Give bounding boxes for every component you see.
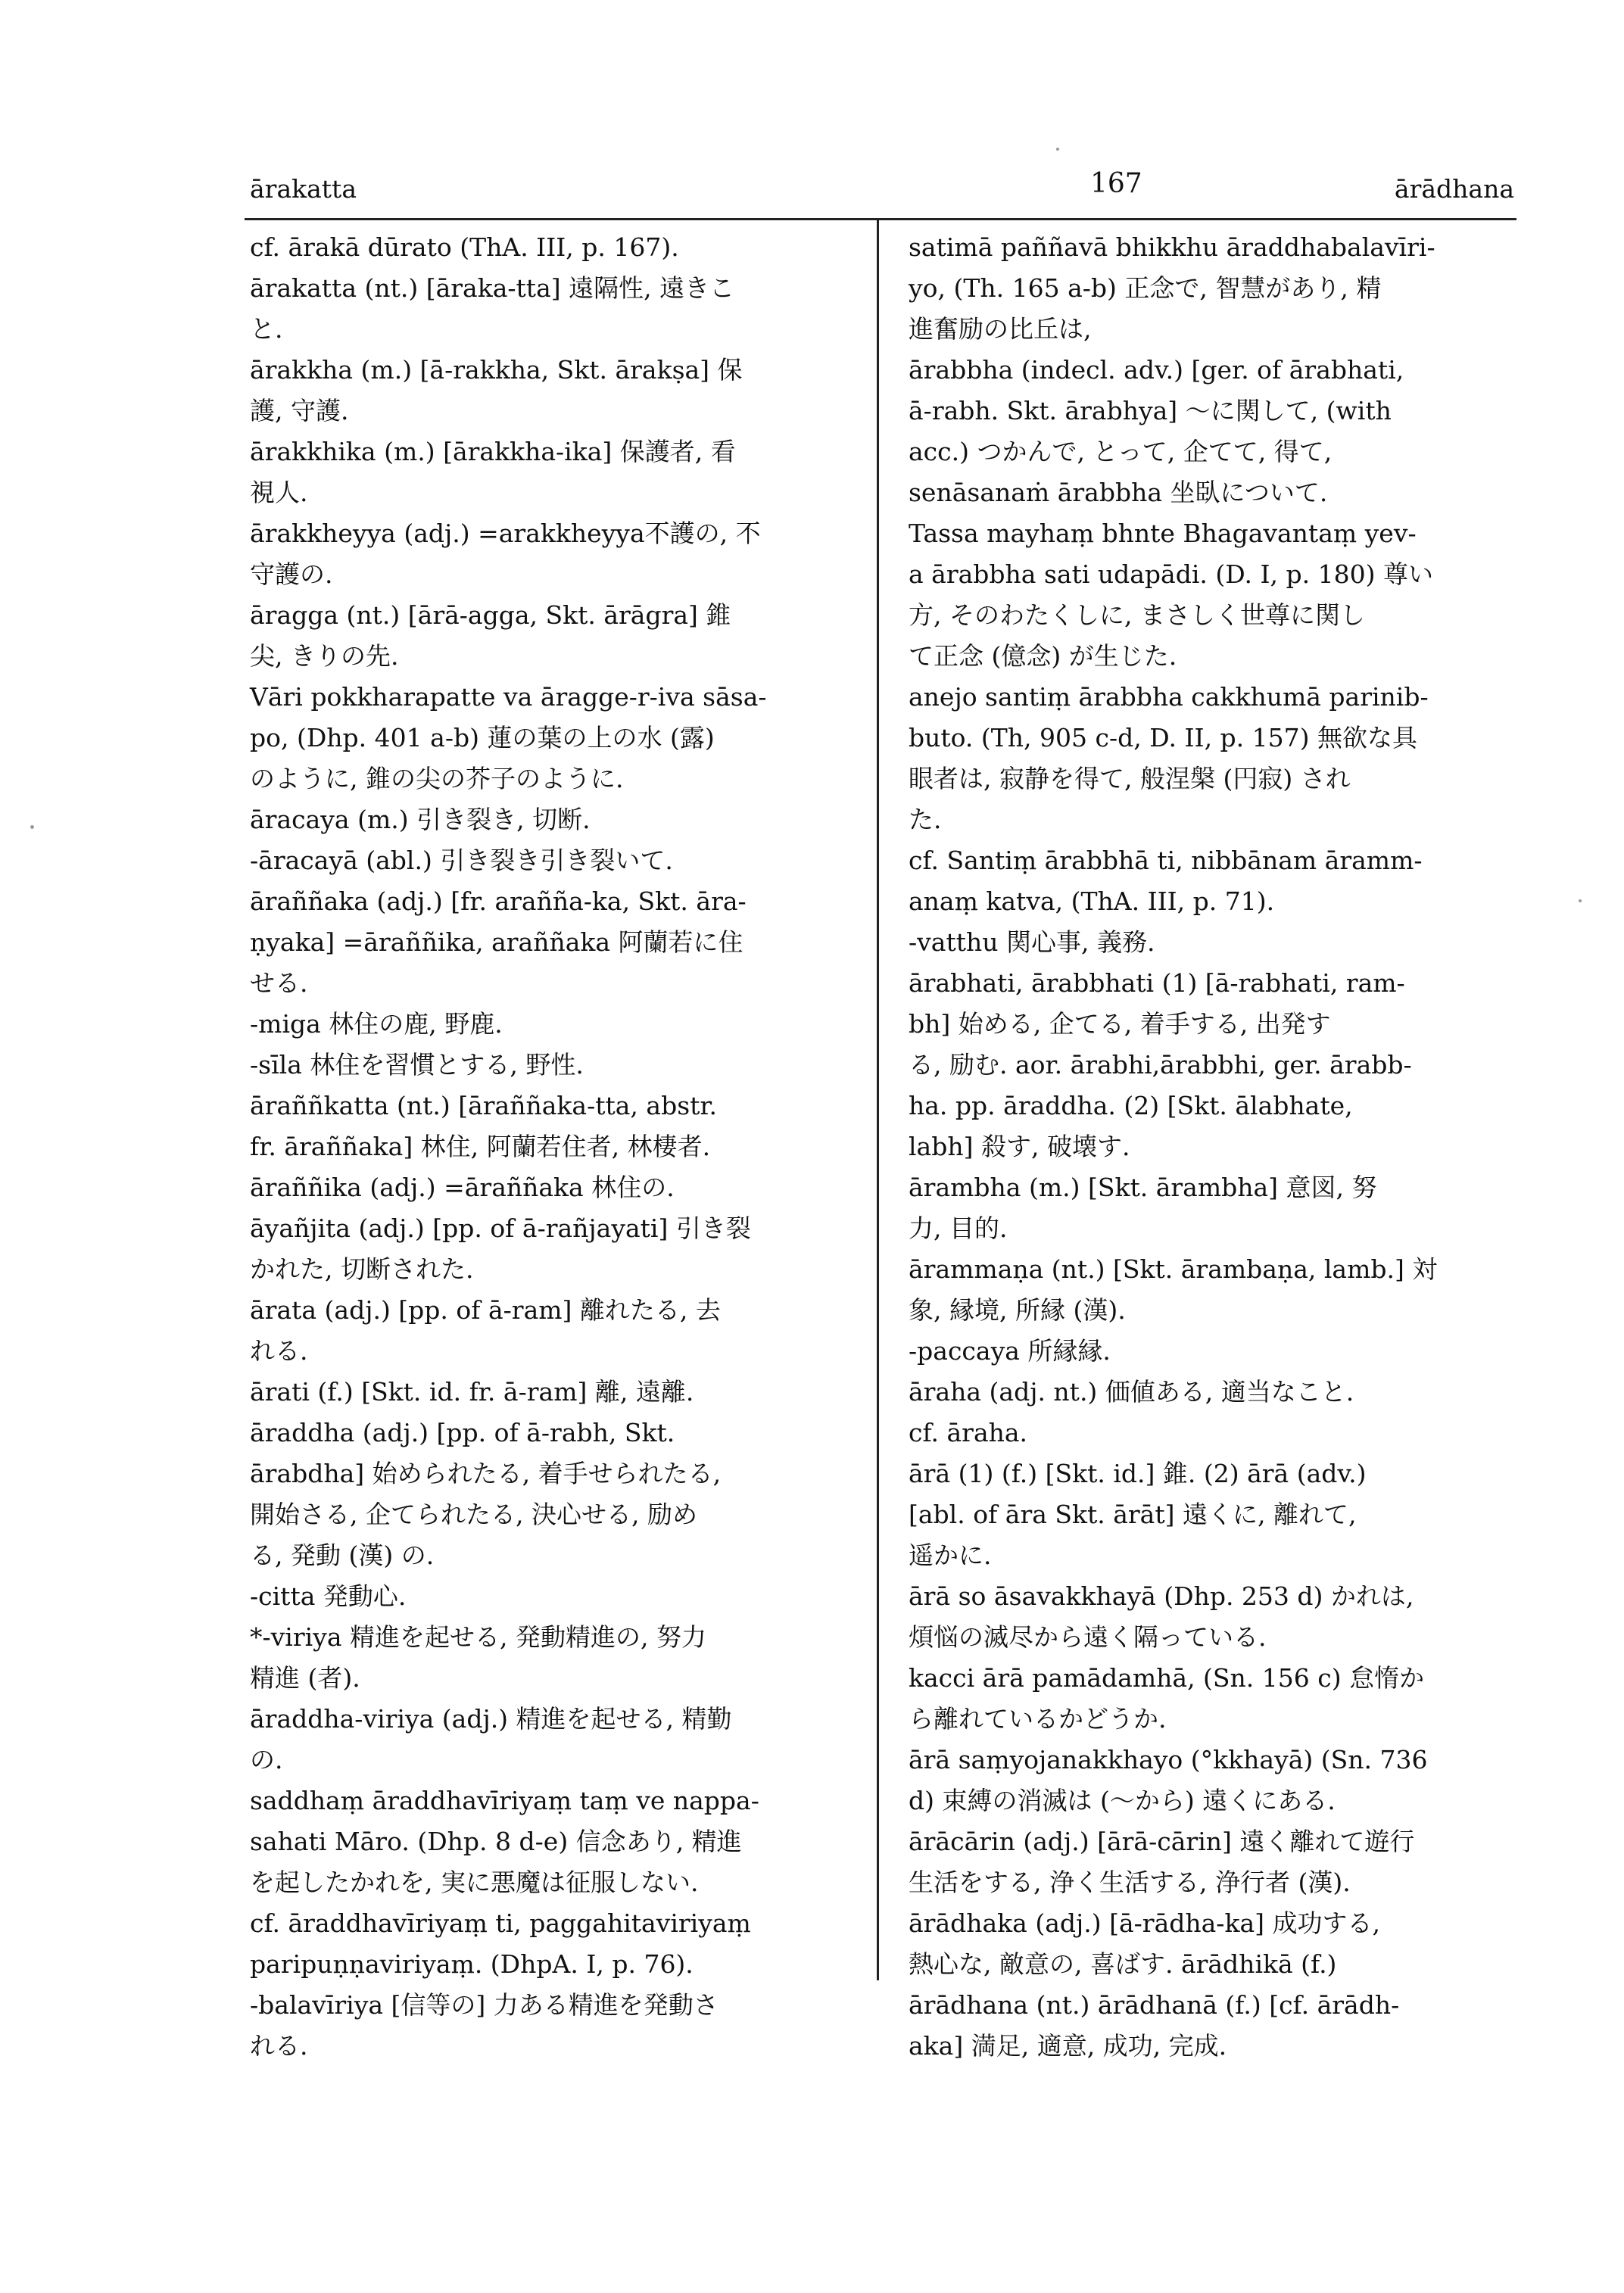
left-column-line: cf. ārakā dūrato (ThA. III, p. 167).: [250, 232, 679, 262]
right-column-line: 進奮励の比丘は,: [909, 314, 1092, 344]
right-column-line: d) 束縛の消滅は (～から) 遠くにある.: [909, 1786, 1336, 1815]
left-column-line: -miga 林住の鹿, 野鹿.: [250, 1009, 503, 1039]
right-column-line: ha. pp. āraddha. (2) [Skt. ālabhate,: [909, 1091, 1353, 1120]
right-column-line: buto. (Th, 905 c-d, D. II, p. 157) 無欲な具: [909, 723, 1418, 752]
left-column-line: ārakatta (nt.) [āraka-tta] 遠隔性, 遠きこ: [250, 273, 735, 303]
right-column-line: ら離れているかどうか.: [909, 1704, 1167, 1734]
left-column-line: -āracayā (abl.) 引き裂き引き裂いて.: [250, 846, 673, 875]
header-right-guide-word: ārādhana: [1394, 174, 1514, 204]
left-column-line: 守護の.: [250, 559, 333, 589]
left-column-line: āracaya (m.) 引き裂き, 切断.: [250, 805, 591, 834]
left-column-line: cf. āraddhavīriyaṃ ti, paggahitaviriyaṃ: [250, 1908, 751, 1938]
right-column-line: ārādhana (nt.) ārādhanā (f.) [cf. ārādh-: [909, 1990, 1400, 2020]
right-column-line: senāsanaṁ ārabbha 坐臥について.: [909, 478, 1328, 507]
left-column-line: 開始さる, 企てられたる, 決心せる, 励め: [250, 1500, 697, 1529]
left-column-line: Vāri pokkharapatte va āragge-r-iva sāsa-: [250, 682, 767, 712]
right-column-line: cf. āraha.: [909, 1418, 1028, 1447]
right-column: [909, 227, 1522, 2067]
left-column-line: を起したかれを, 実に悪魔は征服しない.: [250, 1868, 699, 1897]
left-column-line: ārakkha (m.) [ā-rakkha, Skt. ārakṣa] 保: [250, 355, 743, 385]
left-column-line: 視人.: [250, 478, 308, 507]
scan-speck: [1056, 148, 1059, 151]
left-column-line: *-viriya 精進を起せる, 発動精進の, 努力: [250, 1622, 706, 1652]
left-column-line: 尖, きりの先.: [250, 641, 399, 671]
left-column-line: -citta 発動心.: [250, 1581, 407, 1611]
header-left-guide-word: ārakatta: [250, 174, 357, 204]
page-number: 167: [1090, 168, 1142, 199]
left-column-line: -sīla 林住を習慣とする, 野性.: [250, 1050, 584, 1080]
right-column-line: [abl. of āra Skt. ārāt] 遠くに, 離れて,: [909, 1500, 1357, 1529]
right-column-line: labh] 殺す, 破壊す.: [909, 1132, 1130, 1161]
right-column-line: ārādhaka (adj.) [ā-rādha-ka] 成功する,: [909, 1908, 1380, 1938]
left-column-line: ārati (f.) [Skt. id. fr. ā-ram] 離, 遠離.: [250, 1377, 694, 1407]
right-column-line: ārabhati, ārabbhati (1) [ā-rabhati, ram-: [909, 968, 1405, 998]
left-column: [250, 227, 863, 2067]
running-header: [250, 168, 1514, 213]
left-column-line: る, 発動 (漢) の.: [250, 1541, 435, 1570]
left-column-line: fr. āraññaka] 林住, 阿蘭若住者, 林棲者.: [250, 1132, 711, 1161]
left-column-line: sahati Māro. (Dhp. 8 d-e) 信念あり, 精進: [250, 1827, 742, 1856]
header-rule: [245, 218, 1516, 220]
right-column-line: ārā (1) (f.) [Skt. id.] 錐. (2) ārā (adv.): [909, 1459, 1367, 1488]
left-column-line: ārakkheyya (adj.) =arakkheyya不護の, 不: [250, 519, 761, 548]
left-column-line: āraññaka (adj.) [fr. arañña-ka, Skt. āra-: [250, 886, 747, 916]
scan-speck: [1579, 899, 1582, 902]
right-column-line: satimā paññavā bhikkhu āraddhabalavīri-: [909, 232, 1435, 262]
left-column-line: れる.: [250, 2031, 308, 2061]
left-column-line: āraññkatta (nt.) [āraññaka-tta, abstr.: [250, 1091, 718, 1120]
right-column-line: -paccaya 所縁縁.: [909, 1336, 1111, 1366]
right-column-line: ārā so āsavakkhayā (Dhp. 253 d) かれは,: [909, 1581, 1414, 1611]
left-column-line: po, (Dhp. 401 a-b) 蓮の葉の上の水 (露): [250, 723, 715, 752]
left-column-line: れる.: [250, 1336, 308, 1366]
left-column-line: āragga (nt.) [ārā-agga, Skt. ārāgra] 錐: [250, 600, 731, 630]
left-column-line: かれた, 切断された.: [250, 1254, 474, 1284]
left-column-line: -balavīriya [信等の] 力ある精進を発動さ: [250, 1990, 718, 2020]
left-column-line: āraññika (adj.) =āraññaka 林住の.: [250, 1173, 675, 1202]
left-column-line: paripuṇṇaviriyaṃ. (DhpA. I, p. 76).: [250, 1949, 694, 1979]
right-column-line: る, 励む. aor. ārabhi,ārabbhi, ger. ārabb-: [909, 1050, 1412, 1080]
right-column-line: Tassa mayhaṃ bhnte Bhagavantaṃ yev-: [909, 519, 1417, 548]
right-column-line: ārabbha (indecl. adv.) [ger. of ārabhati,: [909, 355, 1404, 385]
right-column-line: 方, そのわたくしに, まさしく世尊に関し: [909, 600, 1365, 630]
left-column-line: せる.: [250, 968, 308, 998]
left-column-line: 護, 守護.: [250, 396, 349, 425]
left-column-line: saddhaṃ āraddhavīriyaṃ taṃ ve nappa-: [250, 1786, 759, 1815]
right-column-line: anaṃ katva, (ThA. III, p. 71).: [909, 886, 1275, 916]
right-column-line: ārācārin (adj.) [ārā-cārin] 遠く離れて遊行: [909, 1827, 1415, 1856]
right-column-line: kacci ārā pamādamhā, (Sn. 156 c) 怠惰か: [909, 1663, 1425, 1693]
left-column-line: と.: [250, 314, 283, 344]
right-column-line: 眼者は, 寂静を得て, 般涅槃 (円寂) され: [909, 764, 1351, 793]
right-column-line: ārammaṇa (nt.) [Skt. ārambaṇa, lamb.] 対: [909, 1254, 1438, 1284]
right-column-line: て正念 (億念) が生じた.: [909, 641, 1177, 671]
left-column-line: のように, 錐の尖の芥子のように.: [250, 764, 624, 793]
left-column-line: 精進 (者).: [250, 1663, 360, 1693]
right-column-line: -vatthu 関心事, 義務.: [909, 927, 1155, 957]
left-column-line: の.: [250, 1745, 283, 1774]
left-column-line: ārabdha] 始められたる, 着手せられたる,: [250, 1459, 722, 1488]
right-column-line: 遥かに.: [909, 1541, 992, 1570]
right-column-line: anejo santiṃ ārabbha cakkhumā parinib-: [909, 682, 1429, 712]
right-column-line: bh] 始める, 企てる, 着手する, 出発す: [909, 1009, 1331, 1039]
right-column-line: acc.) つかんで, とって, 企てて, 得て,: [909, 437, 1333, 466]
right-column-line: ārambha (m.) [Skt. ārambha] 意図, 努: [909, 1173, 1377, 1202]
right-column-line: 熱心な, 敵意の, 喜ばす. ārādhikā (f.): [909, 1949, 1337, 1979]
right-column-line: ārā saṃyojanakkhayo (°kkhayā) (Sn. 736: [909, 1745, 1428, 1774]
right-column-line: a ārabbha sati udapādi. (D. I, p. 180) 尊い: [909, 559, 1433, 589]
left-column-line: ārata (adj.) [pp. of ā-ram] 離れたる, 去: [250, 1295, 721, 1325]
left-column-line: āraddha-viriya (adj.) 精進を起せる, 精勤: [250, 1704, 732, 1734]
right-column-line: yo, (Th. 165 a-b) 正念で, 智慧があり, 精: [909, 273, 1382, 303]
right-column-line: āraha (adj. nt.) 価値ある, 適当なこと.: [909, 1377, 1354, 1407]
right-column-line: 象, 縁境, 所縁 (漢).: [909, 1295, 1126, 1325]
right-column-line: ā-rabh. Skt. ārabhya] ～に関して, (with: [909, 396, 1392, 425]
left-column-line: āyañjita (adj.) [pp. of ā-rañjayati] 引き裂: [250, 1213, 751, 1243]
right-column-line: 煩悩の滅尽から遠く隔っている.: [909, 1622, 1267, 1652]
right-column-line: aka] 満足, 適意, 成功, 完成.: [909, 2031, 1227, 2061]
column-divider: [877, 218, 879, 1980]
scan-speck: [30, 825, 34, 829]
right-column-line: 生活をする, 浄く生活する, 浄行者 (漢).: [909, 1868, 1351, 1897]
left-column-line: ārakkhika (m.) [ārakkha-ika] 保護者, 看: [250, 437, 736, 466]
right-column-line: cf. Santiṃ ārabbhā ti, nibbānam āramm-: [909, 846, 1423, 875]
right-column-line: 力, 目的.: [909, 1213, 1008, 1243]
left-column-line: āraddha (adj.) [pp. of ā-rabh, Skt.: [250, 1418, 675, 1447]
right-column-line: た.: [909, 805, 942, 834]
left-column-line: ṇyaka] =āraññika, araññaka 阿蘭若に住: [250, 927, 743, 957]
